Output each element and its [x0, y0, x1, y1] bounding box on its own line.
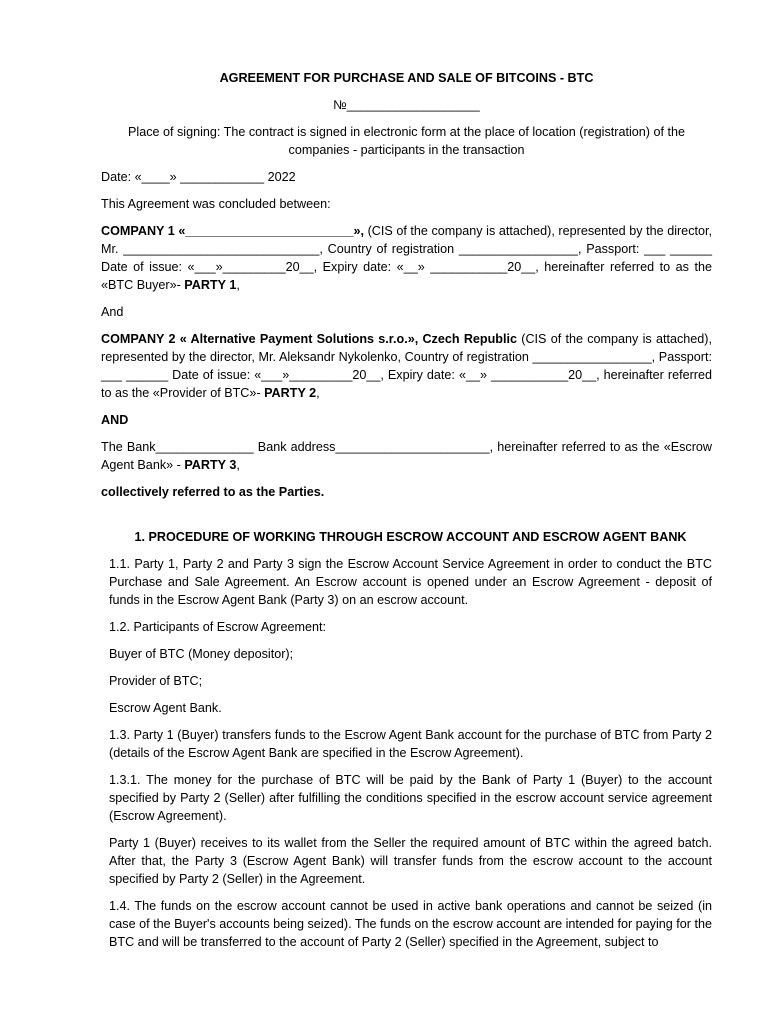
party2-paragraph: COMPANY 2 « Alternative Payment Solutions s.r.o.», Czech Republic (CIS of the company is attached), represented by the director, Mr. Aleksandr Nykolenko, Country of registration _________________, Passport: ___ ______ Date of issue: «___»_________20__, Expiry date: «__» ___________20__, hereinafter referred to as the «Provider of BTC»- PARTY 2,: [101, 332, 712, 400]
concluded-between: This Agreement was concluded between:: [101, 197, 331, 211]
date-line: Date: «____» ____________ 2022: [101, 170, 296, 184]
clause-1-3-1: 1.3.1. The money for the purchase of BTC will be paid by the Bank of Party 1 (Buyer) to the account specified by Party 2 (Seller) after fulfilling the conditions specified in the escrow account service agreement (Escrow Agreement).: [109, 773, 712, 823]
clause-1-2: 1.2. Participants of Escrow Agreement:: [109, 620, 326, 634]
party2-details: (CIS of the company is attached), represented by the director, Mr. Aleksandr Nykolenko, Country of registration _________________, Passport: ___ ______ Date of issue: «___»_________20__, Expiry date: «__» ___________20__, hereinafter referred to as the «Provider of BTC»-: [101, 332, 712, 400]
party3-details: The Bank______________ Bank address______________________, hereinafter referred to as the «Escrow Agent Bank» -: [101, 440, 712, 472]
clause-1-4: 1.4. The funds on the escrow account cannot be used in active bank operations and cannot be seized (in case of the Buyer's accounts being seized). The funds on the escrow account are intended for paying for the BTC and will be transferred to the account of Party 2 (Seller) specified in the Agreement, subject to: [109, 899, 712, 949]
clause-1-3: 1.3. Party 1 (Buyer) transfers funds to the Escrow Agent Bank account for the purchase of BTC from Party 2 (details of the Escrow Agent Bank are specified in the Escrow Agreement).: [109, 728, 712, 760]
party2-label: PARTY 2: [264, 386, 317, 400]
party3-label: PARTY 3: [184, 458, 237, 472]
collectively-line: collectively referred to as the Parties.: [101, 485, 325, 499]
section1-title: 1. PROCEDURE OF WORKING THROUGH ESCROW ACCOUNT AND ESCROW AGENT BANK: [134, 530, 687, 544]
party1-label: PARTY 1: [184, 278, 237, 292]
clause-1-1: 1.1. Party 1, Party 2 and Party 3 sign the Escrow Account Service Agreement in order to conduct the BTC Purchase and Sale Agreement. An Escrow account is opened under an Escrow Agreement - deposit of funds in the Escrow Agent Bank (Party 3) on an escrow account.: [109, 557, 712, 607]
document-title: AGREEMENT FOR PURCHASE AND SALE OF BITCOINS - BTC: [219, 71, 594, 85]
participant-buyer: Buyer of BTC (Money depositor);: [109, 647, 294, 661]
place-of-signing: Place of signing: The contract is signed in electronic form at the place of location (registration) of the companies - participants in the transaction: [128, 125, 685, 157]
party1-paragraph: COMPANY 1 «________________________», (CIS of the company is attached), represented by the director, Mr. ____________________________, Country of registration _________________, Passport: ___ ______ Date of issue: «___»_________20__, Expiry date: «__» ___________20__, hereinafter referred to as the «BTC Buyer»- PARTY 1,: [101, 224, 712, 292]
and-separator-2: AND: [101, 413, 129, 427]
party3-paragraph: The Bank______________ Bank address______________________, hereinafter referred to as the «Escrow Agent Bank» - PARTY 3,: [101, 440, 712, 472]
party2-name: COMPANY 2 « Alternative Payment Solutions s.r.o.», Czech Republic: [101, 332, 517, 346]
agreement-number-line: №___________________: [333, 98, 480, 112]
participant-bank: Escrow Agent Bank.: [109, 701, 222, 715]
participant-provider: Provider of BTC;: [109, 674, 203, 688]
and-separator-1: And: [101, 305, 124, 319]
party1-details: (CIS of the company is attached), represented by the director, Mr. ____________________________, Country of registration _________________, Passport: ___ ______ Date of issue: «___»_________20__, Expiry date: «__» ___________20__, hereinafter referred to as the «BTC Buyer»-: [101, 224, 712, 292]
party1-receives-paragraph: Party 1 (Buyer) receives to its wallet from the Seller the required amount of BTC within the agreed batch. After that, the Party 3 (Escrow Agent Bank) will transfer funds from the escrow account to the account specified by Party 2 (Seller) in the Agreement.: [109, 836, 712, 886]
party1-name: COMPANY 1 «________________________»,: [101, 224, 364, 238]
